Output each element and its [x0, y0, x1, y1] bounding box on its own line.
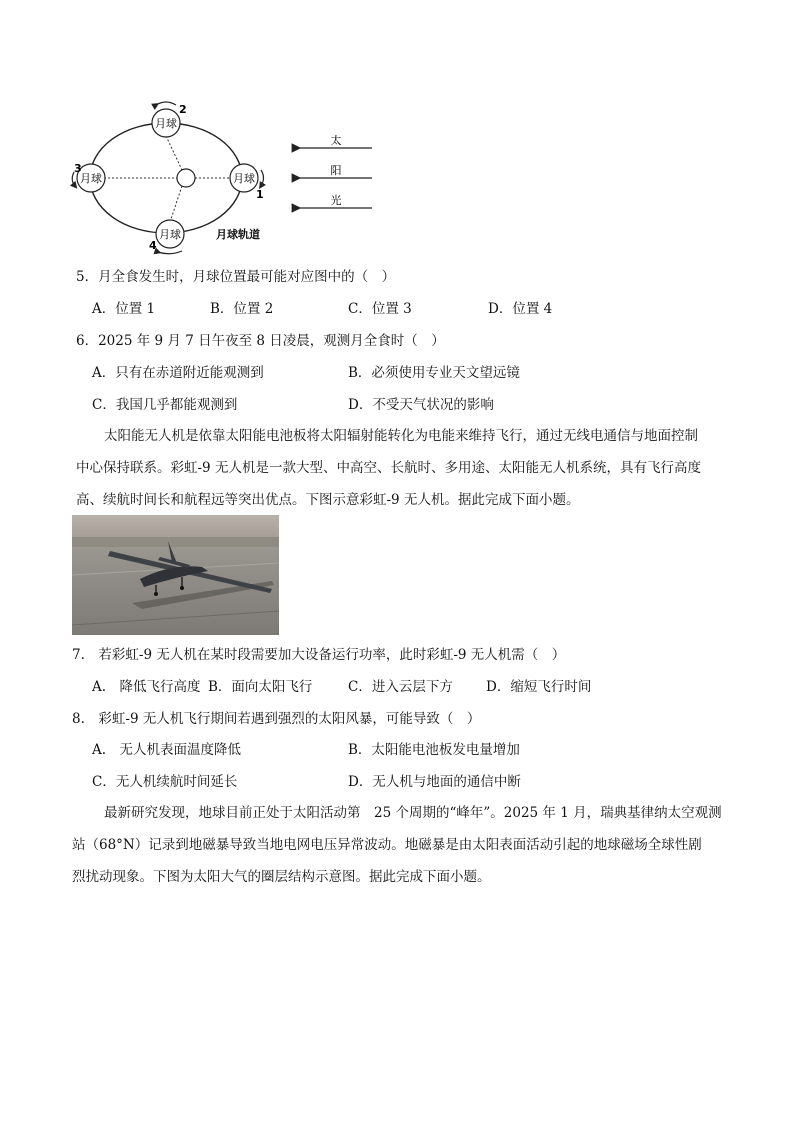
moon-label: 月球 — [155, 117, 177, 130]
position-2-label: 2 — [179, 103, 187, 116]
drone-photo — [72, 515, 279, 635]
moon-label: 月球 — [233, 172, 255, 185]
dotted-lines — [104, 136, 232, 222]
q5-option-c: C．位置 3 — [348, 301, 412, 317]
moon-position-4 — [156, 220, 184, 248]
q8-option-a: A. 无人机表面温度降低 — [92, 742, 242, 758]
passage-1-line-3: 高、续航时间长和航程远等突出优点。下图示意彩虹-9 无人机。据此完成下面小题。 — [76, 492, 580, 508]
sunlight-char-2: 阳 — [330, 164, 342, 177]
q5-option-a: A．位置 1 — [92, 301, 156, 317]
moon-position-2 — [152, 109, 180, 137]
q8-option-c: C．无人机续航时间延长 — [92, 774, 238, 790]
q7-option-a: A. 降低飞行高度 — [92, 679, 201, 695]
moon-label: 月球 — [159, 228, 181, 241]
question-5-stem: 5．月全食发生时，月球位置最可能对应图中的（ ） — [76, 269, 396, 285]
orbit-label: 月球轨道 — [216, 228, 260, 241]
q6-option-d: D．不受天气状况的影响 — [348, 397, 494, 413]
q7-option-c: C．进入云层下方 — [348, 679, 453, 695]
question-6-stem: 6．2025 年 9 月 7 日午夜至 8 日凌晨，观测月全食时（ ） — [76, 333, 445, 349]
rotation-arrow-2 — [156, 102, 176, 105]
q6-option-b: B．必须使用专业天文望远镜 — [348, 365, 520, 381]
passage-2-line-1: 最新研究发现，地球目前正处于太阳活动第 25 个周期的“峰年”。2025 年 1 月，瑞典基律纳太空观测 — [104, 805, 722, 821]
position-4-label: 4 — [149, 239, 157, 252]
position-1-label: 1 — [256, 188, 264, 201]
passage-2-line-3: 烈扰动现象。下图为太阳大气的圈层结构示意图。据此完成下面小题。 — [72, 869, 491, 885]
moon-orbit-diagram — [60, 96, 390, 256]
position-3-label: 3 — [74, 162, 82, 175]
q7-option-d: D．缩短飞行时间 — [486, 679, 592, 695]
q8-option-d: D．无人机与地面的通信中断 — [348, 774, 521, 790]
q6-option-c: C．我国几乎都能观测到 — [92, 397, 238, 413]
q5-option-d: D．位置 4 — [488, 301, 553, 317]
passage-1-line-2: 中心保持联系。彩虹-9 无人机是一款大型、中高空、长航时、多用途、太阳能无人机系统，具有飞行高度 — [76, 460, 701, 476]
passage-2-line-2: 站（68°N）记录到地磁暴导致当地电网电压异常波动。地磁暴是由太阳表面活动引起的地球磁场全球性剧 — [72, 837, 702, 853]
q5-option-b: B．位置 2 — [210, 301, 274, 317]
q6-option-a: A．只有在赤道附近能观测到 — [92, 365, 264, 381]
q8-option-b: B．太阳能电池板发电量增加 — [348, 742, 520, 758]
q7-option-b: B．面向太阳飞行 — [208, 679, 313, 695]
question-8-stem: 8. 彩虹-9 无人机飞行期间若遇到强烈的太阳风暴，可能导致（ ） — [72, 711, 481, 727]
rotation-arrow-4 — [158, 251, 182, 254]
sunlight-char-1: 太 — [330, 134, 342, 147]
earth-circle — [177, 169, 195, 187]
moon-label: 月球 — [80, 172, 102, 185]
sunlight-char-3: 光 — [330, 194, 342, 207]
passage-1-line-1: 太阳能无人机是依靠太阳能电池板将太阳辐射能转化为电能来维持飞行，通过无线电通信与地面控制 — [104, 428, 698, 444]
question-7-stem: 7. 若彩虹-9 无人机在某时段需要加大设备运行功率，此时彩虹-9 无人机需（ ） — [72, 647, 566, 663]
moon-position-1 — [230, 164, 258, 192]
rotation-arrow-1 — [261, 170, 264, 186]
